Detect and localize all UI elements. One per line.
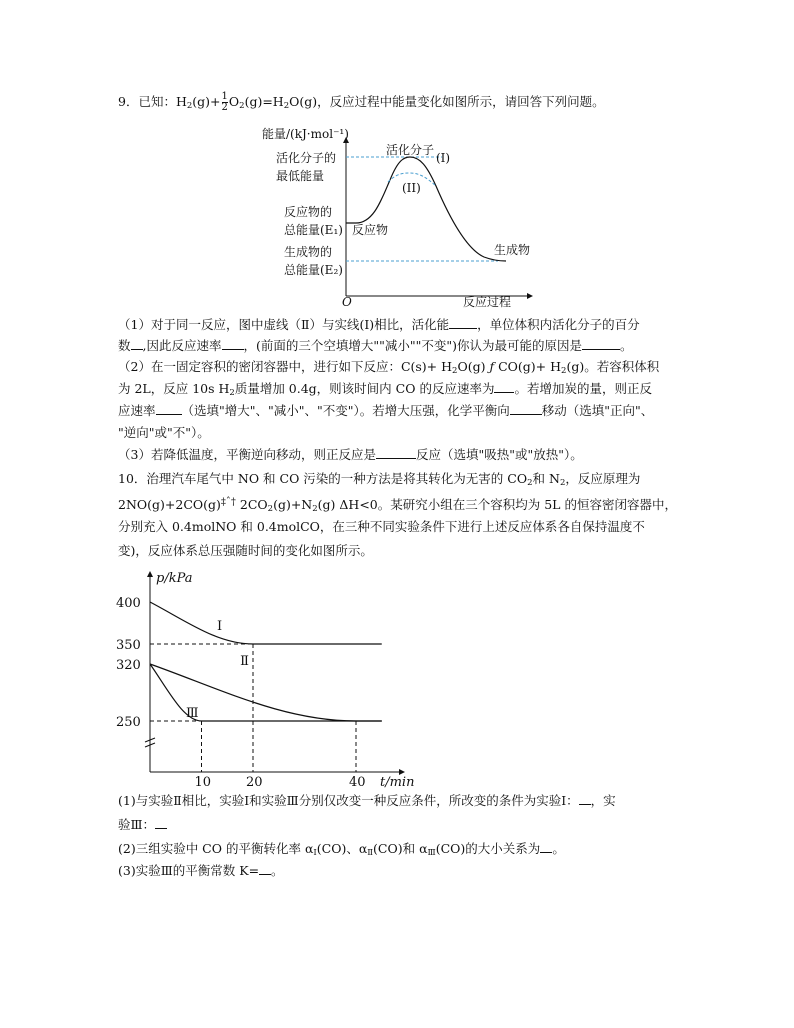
fraction-one-half: $\frac{1}{2}$ — [221, 91, 228, 113]
product-energy-label-1: 生成物的 — [284, 245, 333, 259]
q9-stem: 9．已知：$H_2(g)+$ $\frac{1}{2}$ $O_2(g)=H_2O(g)$，反应过程中能量变化如图所示，请回答下列问题。 — [118, 91, 605, 113]
x-tick-10: 10 — [194, 775, 212, 790]
pressure-chart — [110, 566, 415, 790]
answer-blank[interactable] — [155, 816, 167, 829]
curve-I — [150, 602, 382, 644]
q10-part1-line1: (1)与实验Ⅱ相比，实验Ⅰ和实验Ⅲ分别仅改变一种反应条件，所改变的条件为实验Ⅰ： ，实 — [118, 793, 616, 808]
product-energy-label-2: 总能量(E₂) — [284, 263, 343, 277]
q10-line3: 分别充入 0.4molNO 和 0.4molCO，在三种不同实验条件下进行上述反应体系各自保持温度不 — [118, 519, 645, 534]
q9-part2-line1: （2）在一固定容积的密闭容器中，进行如下反应：$C(s)+ H_2O(g)$ ƒ $CO(g)+ H_2(g)$。若容积体积 — [118, 359, 660, 376]
q10-part3: (3)实验Ⅲ的平衡常数 K= 。 — [118, 863, 284, 878]
reactant-energy-label-1: 反应物的 — [284, 205, 333, 219]
answer-blank[interactable] — [579, 792, 591, 805]
p-y-label: p/kPa — [156, 571, 193, 586]
reactant-energy-label-2: 总能量(E₁) — [284, 223, 343, 237]
y-tick-400: 400 — [116, 596, 141, 611]
q10-line1: 10．治理汽车尾气中 NO 和 CO 污染的一种方法是将其转化为无害的 $CO_2$和 $N_2$，反应原理为 — [118, 471, 641, 488]
q9-part2-line2: 为 2L，反应 10s $H_2$质量增加 0.4g，则该时间内 CO 的反应速率为 。若增加炭的量，则正反 — [118, 381, 652, 398]
q10-line2: $2NO(g)+2CO(g)^{\ddagger ˆ\dagger}$ $2CO_2(g)+N_2(g)$ ΔH<0。某研究小组在三个容积均为 5L 的恒容密闭容器中， — [118, 497, 677, 514]
answer-blank[interactable] — [494, 380, 514, 393]
q9-part1-line1: （1）对于同一反应，图中虚线（Ⅱ）与实线(Ⅰ)相比，活化能 ，单位体积内活化分子的百分 — [118, 317, 640, 332]
activated-molecule-label: 活化分子 — [386, 143, 435, 157]
q9-part3: （3）若降低温度，平衡逆向移动，则正反应是 反应（选填"吸热"或"放热"）。 — [118, 447, 583, 462]
answer-blank[interactable] — [259, 862, 271, 875]
equilibrium-arrow-icon: ‡ˆ† — [220, 497, 236, 508]
y-tick-350: 350 — [116, 638, 141, 653]
x-axis-label: 反应过程 — [463, 295, 512, 309]
reactant-label: 反应物 — [352, 223, 389, 237]
curve-label-III: Ⅲ — [186, 706, 199, 721]
p-x-label: t/min — [380, 775, 415, 790]
answer-blank[interactable] — [131, 337, 143, 350]
answer-blank[interactable] — [540, 840, 552, 853]
activation-label-2: 最低能量 — [276, 169, 325, 183]
y-tick-320: 320 — [116, 658, 141, 673]
origin-label: O — [342, 295, 352, 309]
product-label: 生成物 — [494, 243, 531, 257]
q9-part1-line2: 数 ,因此反应速率 ，(前面的三个空填增大""减小""不变")你认为最可能的原因是 。 — [118, 338, 633, 353]
q9-part2-line4: "逆向"或"不"）。 — [118, 425, 210, 440]
answer-blank[interactable] — [510, 402, 542, 415]
q10-line4: 变)，反应体系总压强随时间的变化如图所示。 — [118, 543, 373, 558]
answer-blank[interactable] — [582, 337, 620, 350]
y-tick-250: 250 — [116, 715, 141, 730]
y-axis-label: 能量/(kJ·mol⁻¹) — [262, 127, 349, 141]
x-tick-20: 20 — [246, 775, 263, 790]
q9-part2-line3: 应速率 （选填"增大"、"减小"、"不变"）。若增大压强，化学平衡向 移动（选填"正向"、 — [118, 403, 654, 418]
energy-diagram — [262, 124, 550, 312]
curve-I-label: (I) — [436, 151, 451, 165]
curve-II-label: (II) — [402, 181, 421, 195]
answer-blank[interactable] — [222, 337, 244, 350]
curve-label-II: Ⅱ — [240, 654, 249, 669]
activation-label-1: 活化分子的 — [276, 151, 337, 165]
x-tick-40: 40 — [349, 775, 366, 790]
q10-part2: (2)三组实验中 CO 的平衡转化率 $\alpha_Ⅰ(CO)$、$\alpha_Ⅱ(CO)$和 $\alpha_Ⅲ(CO)$的大小关系为 。 — [118, 841, 565, 858]
curve-III — [150, 664, 382, 721]
answer-blank[interactable] — [376, 446, 416, 459]
q10-part1-line2: 验Ⅲ： — [118, 816, 167, 834]
curve-I — [346, 157, 506, 261]
answer-blank[interactable] — [156, 402, 182, 415]
curve-label-I: Ⅰ — [216, 619, 223, 634]
answer-blank[interactable] — [449, 316, 477, 329]
